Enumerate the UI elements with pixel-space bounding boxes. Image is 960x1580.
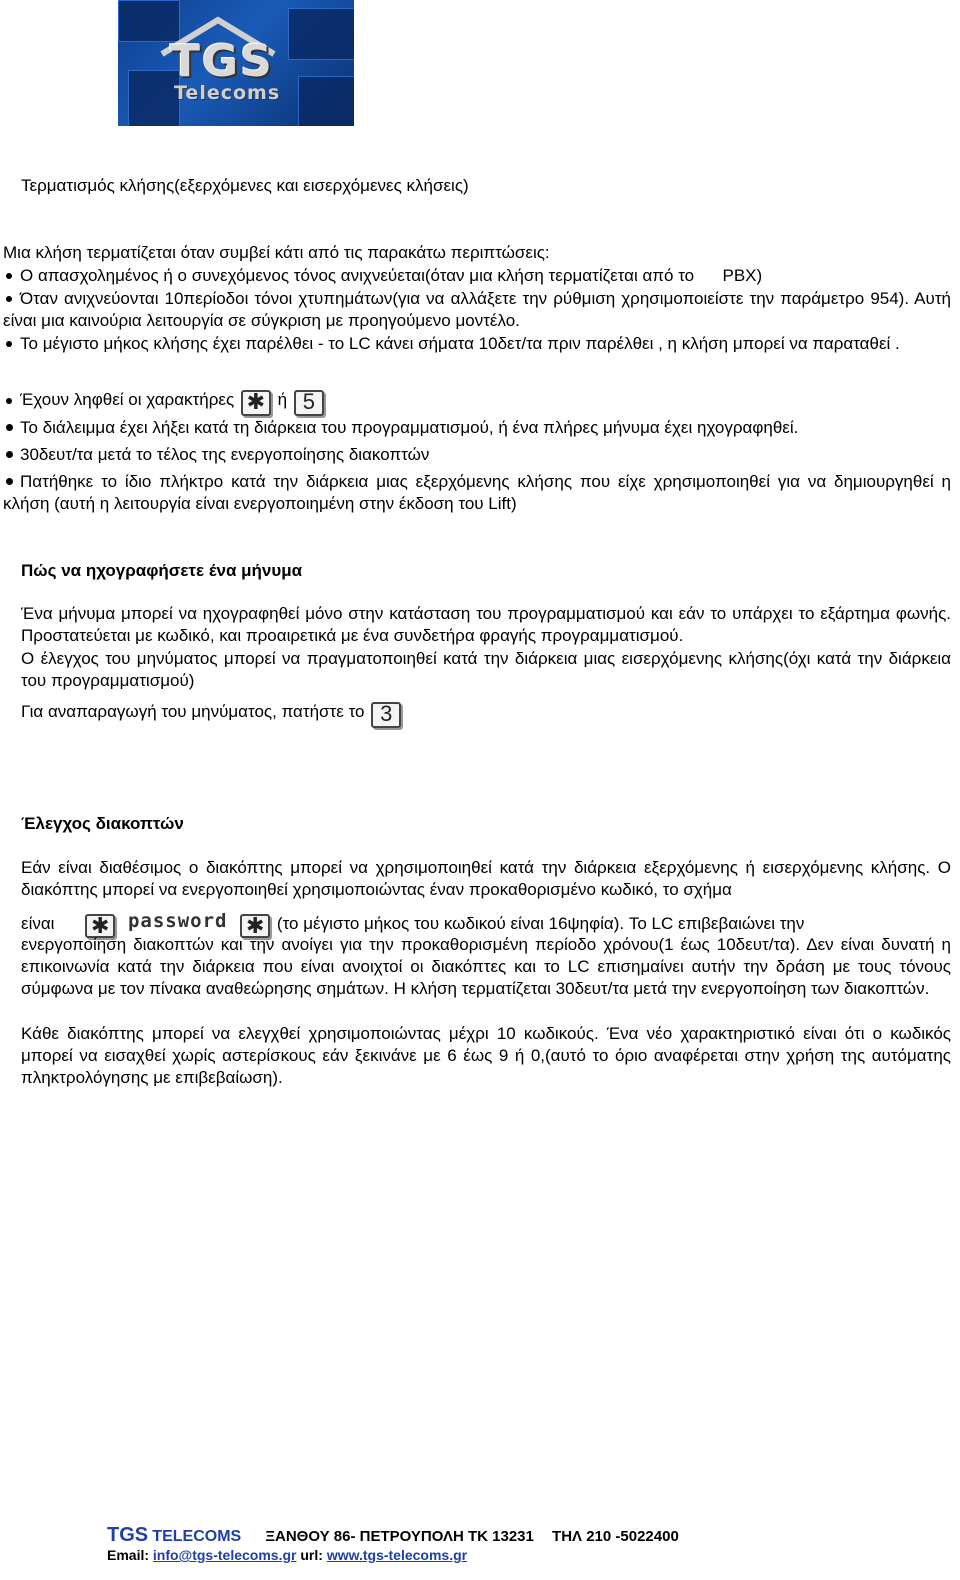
bullet-4-or: ή: [277, 390, 288, 409]
footer-address: ΞΑΝΘΟΥ 86- ΠΕΤΡΟΥΠΟΛΗ ΤΚ 13231: [265, 1528, 534, 1545]
bullet-dot: [6, 451, 13, 458]
footer-url-link[interactable]: www.tgs-telecoms.gr: [326, 1547, 468, 1563]
bullet-dot: [6, 398, 12, 404]
bullet-6: 30δευτ/τα μετά το τέλος της ενεργοποίησης διακοπτών: [20, 445, 430, 464]
section-title-record-message: Πώς να ηχογραφήσετε ένα μήνυμα: [21, 561, 303, 580]
code-line-pre: είναι: [21, 914, 55, 933]
section-title-call-termination: Τερματισμός κλήσης(εξερχόμενες και εισερχόμενες κλήσεις): [21, 176, 469, 195]
bullet-5: Το διάλειμμα έχει λήξει κατά τη διάρκεια του προγραμματισμού, ή ένα πλήρες μήνυμα έχει ηχογραφηθεί.: [20, 418, 799, 437]
section2-paragraph-1: Ένα μήνυμα μπορεί να ηχογραφηθεί μόνο στην κατάσταση του προγραμματισμού και εάν το υπάρχει το εξάρτημα φωνής. Προστατεύεται με κωδικό, και προαιρετικά με ένα συνδετήρα φραγής προγραμματισμού.: [21, 604, 951, 645]
key-5-icon: 5: [294, 390, 324, 416]
star-key-icon: ✱: [85, 914, 115, 938]
password-label: password: [127, 910, 228, 932]
footer-brand-sub: TELECOMS: [152, 1528, 242, 1545]
footer-email-link[interactable]: info@tgs-telecoms.gr: [152, 1547, 297, 1563]
bullet-4: [20, 389, 326, 416]
section3-paragraph-3: ενεργοποίηση διακοπτών και την ανοίγει για την προκαθορισμένη περίοδο χρόνου(1 έως 10δευτ/τα). Δεν είναι δυνατή η επικοινωνία κατά την διάρκεια που είναι ανοιχτοί οι διακόπτες και το LC επισημαίνει αυτήν την δράση με τους τόνους σύμφωνα με τον πίνακα αναθεώρησης σημάτων. Η κλήση τερματίζεται 30δευτ/τα μετά την ενεργοποίηση των διακοπτών.: [21, 935, 951, 998]
footer-brand: TGS: [107, 1524, 149, 1546]
footer-email-label: Email:: [107, 1547, 150, 1563]
bullet-3: Το μέγιστο μήκος κλήσης έχει παρέλθει - το LC κάνει σήματα 10δετ/τα πριν παρέλθει , η κλήση μπορεί να παραταθεί .: [20, 334, 900, 353]
bullet-7: Πατήθηκε το ίδιο πλήκτρο κατά την διάρκεια μιας εξερχόμενης κλήσης που είχε χρησιμοποιηθεί για να δημιουργηθεί η κλήση (αυτή η λειτουργία είναι ενεργοποιημένη στην έκδοση του Lift): [3, 472, 951, 513]
logo-main-text: TGS: [170, 36, 274, 87]
footer-address-line: [107, 1524, 679, 1548]
footer-contact-line: [107, 1546, 467, 1564]
section2-paragraph-2: Ο έλεγχος του μηνύματος μπορεί να πραγματοποιηθεί κατά την διάρκεια μιας εισερχόμενης κλήσης(όχι κατά την διάρκεια του προγραμματισμού): [21, 649, 951, 690]
star-key-icon: ✱: [240, 914, 270, 938]
bullet-1: Ο απασχολημένος ή ο συνεχόμενος τόνος ανιχνεύεται(όταν μια κλήση τερματίζεται από το PBX): [20, 266, 763, 285]
star-key-icon: ✱: [241, 390, 271, 416]
playback-text: Για αναπαραγωγή του μηνύματος, πατήστε το: [21, 702, 365, 721]
footer-phone: ΤΗΛ 210 -5022400: [552, 1528, 679, 1545]
logo-sub-text: Telecoms: [174, 82, 281, 104]
bullet-dot: [6, 273, 12, 279]
section3-paragraph-1: Εάν είναι διαθέσιμος ο διακόπτης μπορεί να χρησιμοποιηθεί κατά την διάρκεια εξερχόμενης ή εισερχόμενης κλήσης. Ο διακόπτης μπορεί να ενεργοποιηθεί χρησιμοποιώντας έναν προκαθορισμένο κωδικό, το σχήμα: [21, 858, 951, 899]
key-3-icon: 3: [371, 702, 401, 728]
bullet-dot: [6, 424, 13, 431]
section2-paragraph-3: [21, 701, 403, 728]
bullet-4-text: Έχουν ληφθεί οι χαρακτήρες: [20, 390, 235, 409]
section3-paragraph-4: Κάθε διακόπτης μπορεί να ελεγχθεί χρησιμοποιώντας μέχρι 10 κωδικούς. Ένα νέο χαρακτηριστικό είναι ότι ο κωδικός μπορεί να εισαχθεί χωρίς αστερίσκους εάν ξεκινάνε με 6 έως 9 ή 0,(αυτό το όριο αναφέρεται στην χρήση της αυτόματης πληκτρολόγησης με επιβεβαίωση).: [21, 1024, 951, 1087]
footer-url-label: url:: [300, 1547, 323, 1563]
section-title-switch-control: Έλεγχος διακοπτών: [21, 814, 184, 833]
bullet-2: Όταν ανιχνεύονται 10περίοδοι τόνοι χτυπημάτων(για να αλλάξετε την ρύθμιση χρησιμοποιείστε την παράμετρο 954). Αυτή είναι μια καινούρια λειτουργία σε σύγκριση με προηγούμενο μοντέλο.: [3, 289, 951, 330]
company-logo: [118, 0, 354, 126]
code-line-post: (το μέγιστο μήκος του κωδικού είναι 16ψηφία). Το LC επιβεβαιώνει την: [276, 914, 805, 933]
section1-intro: Μια κλήση τερματίζεται όταν συμβεί κάτι από τις παρακάτω περιπτώσεις:: [3, 243, 550, 262]
